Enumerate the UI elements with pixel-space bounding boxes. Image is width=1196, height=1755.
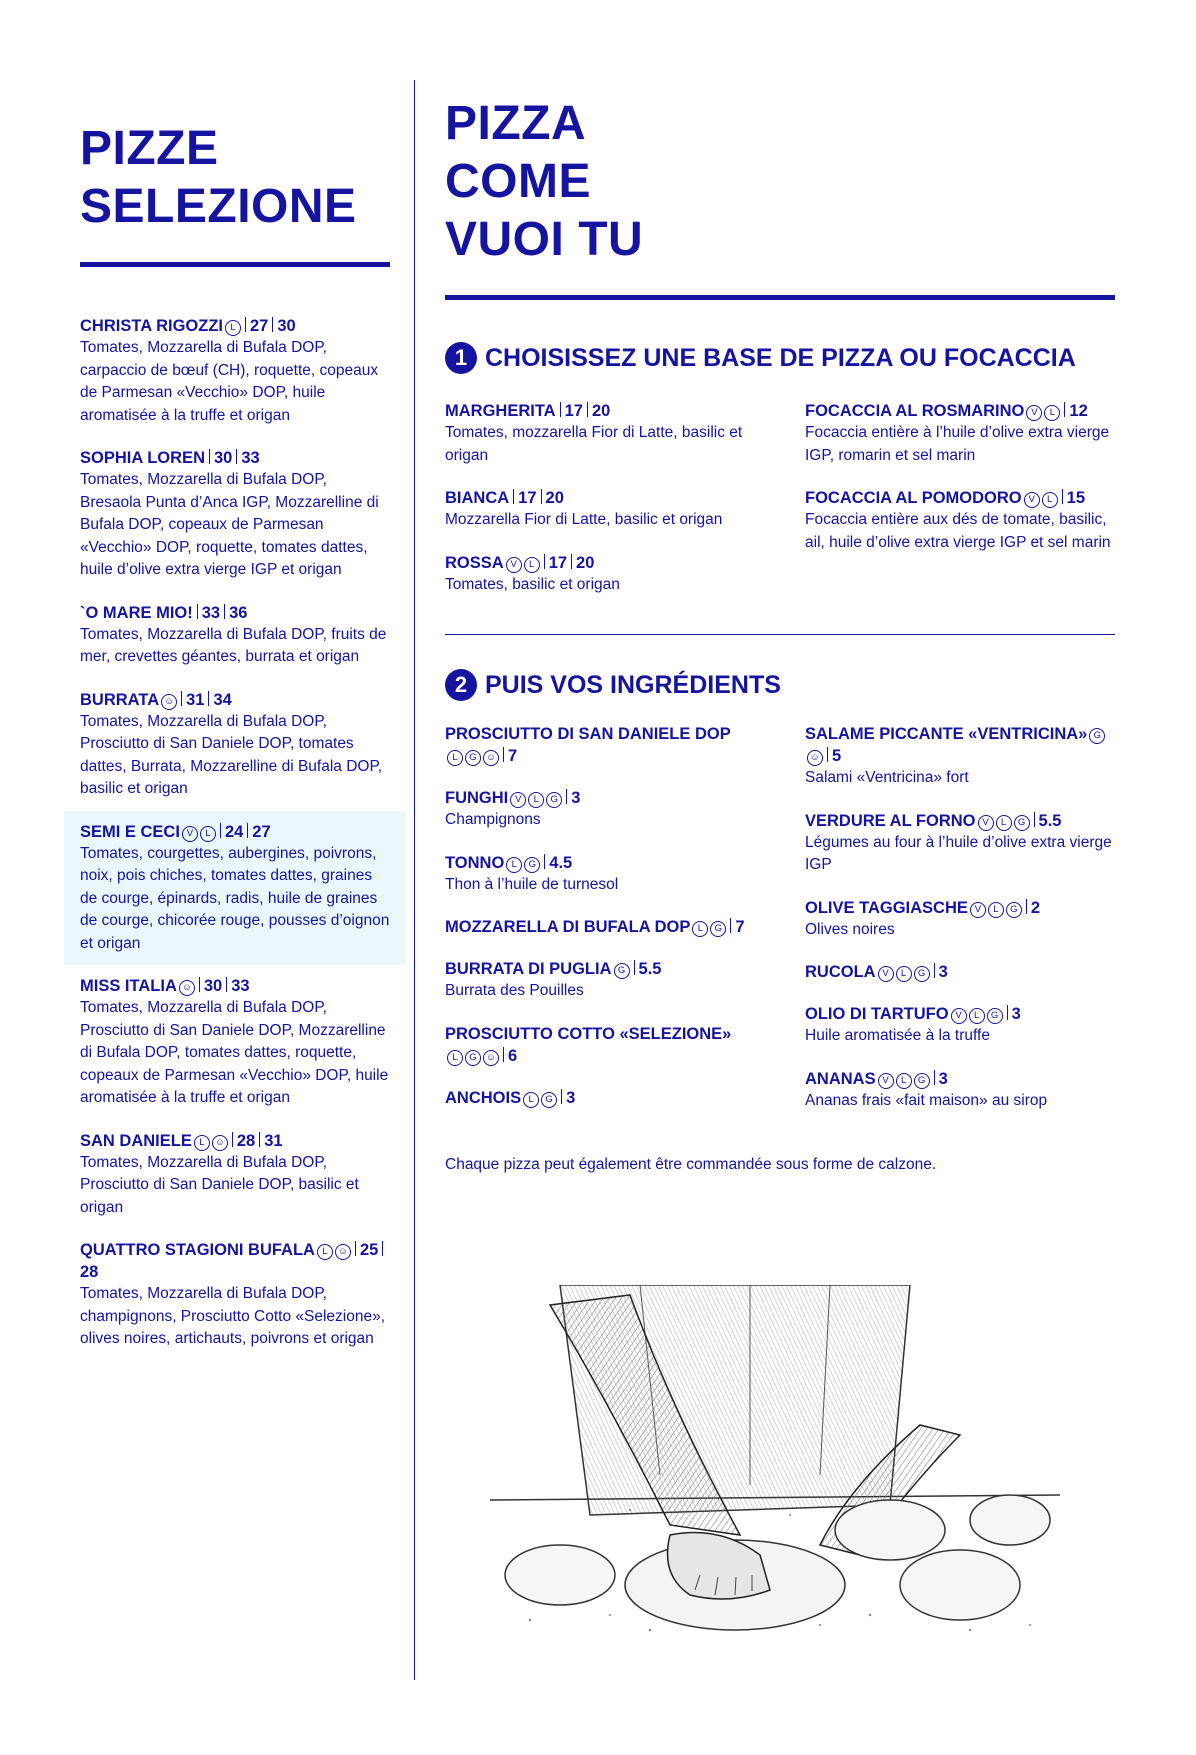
menu-item-name: QUATTRO STAGIONI BUFALA (80, 1241, 315, 1259)
step1-col2 (805, 400, 1115, 616)
price-separator (561, 1089, 562, 1104)
menu-item-name: RUCOLA (805, 963, 876, 981)
lactose-free-icon: L (1044, 405, 1060, 421)
price-separator (1026, 899, 1027, 914)
menu-item-name: BURRATA (80, 690, 160, 709)
price-separator (730, 918, 731, 933)
menu-item-name: FUNGHI (445, 789, 509, 807)
menu-item (80, 975, 390, 1110)
price-separator (1062, 489, 1063, 504)
menu-item-name-line (805, 487, 1115, 509)
menu-item (805, 1068, 1115, 1113)
price-separator (208, 691, 209, 706)
price-separator (382, 1241, 383, 1256)
step-divider (445, 634, 1115, 635)
vegan-icon: V (951, 1008, 967, 1024)
price-separator (541, 489, 542, 504)
menu-item-name: SEMI E CECI (80, 822, 180, 841)
menu-item (445, 487, 745, 532)
menu-item-price: 17 (518, 489, 537, 507)
menu-item-price: 3 (938, 1069, 948, 1088)
lactose-free-icon: L (447, 750, 463, 766)
lactose-free-icon: L (1042, 492, 1058, 508)
step1-title: 1 CHOISISSEZ UNE BASE DE PIZZA OU FOCACCIA (445, 342, 1115, 374)
lactose-free-icon: L (523, 1092, 539, 1108)
menu-item-price: 4.5 (549, 853, 573, 872)
menu-item-price: 31 (186, 690, 205, 709)
calzone-note: Chaque pizza peut également être commandée sous forme de calzone. (445, 1156, 937, 1173)
menu-item-description: Tomates, Mozzarella di Bufala DOP, Prosciutto di San Daniele DOP, Mozzarelline di Bufala DOP, tomates dattes, roquette, copeaux de Parmesan «Vecchio» DOP, huile aromatisée à la truffe et origan (80, 999, 389, 1106)
menu-item (805, 487, 1115, 554)
menu-item (80, 1130, 390, 1220)
menu-item-name: MISS ITALIA (80, 977, 177, 995)
price-separator (503, 1047, 504, 1062)
menu-item-description: Thon à l’huile de turnesol (445, 875, 619, 893)
right-title: PIZZA COME VUOI TU (445, 97, 644, 266)
chef-recommendation-icon: ☺ (335, 1244, 351, 1260)
menu-item-description: Ananas frais «fait maison» au sirop (805, 1091, 1048, 1109)
menu-item (445, 552, 745, 597)
lactose-free-icon: L (317, 1244, 333, 1260)
menu-item-price: 2 (1030, 898, 1041, 917)
menu-item-price: 3 (566, 1088, 576, 1107)
menu-item-name-line (805, 810, 1115, 832)
menu-item-description: Tomates, Mozzarella di Bufala DOP, carpaccio de bœuf (CH), roquette, copeaux de Parmesan «Vecchio» DOP, huile aromatisée à la truffe et origan (80, 339, 379, 424)
menu-item-name-line (445, 958, 745, 980)
menu-item-name: FOCACCIA AL POMODORO (805, 489, 1022, 507)
menu-item-price: 3 (1011, 1005, 1021, 1023)
vegan-icon: V (1024, 492, 1040, 508)
menu-item-description: Huile aromatisée à la truffe (805, 1027, 990, 1044)
left-title: PIZZE SELEZIONE (80, 122, 357, 233)
price-separator (197, 604, 198, 619)
menu-item-price: 33 (241, 449, 260, 467)
gluten-free-icon: G (614, 963, 630, 979)
menu-item-name: CHRISTA RIGOZZI (80, 317, 223, 335)
menu-item-price: 33 (231, 977, 250, 995)
menu-item-name-line (805, 400, 1115, 422)
step2-col1 (445, 723, 745, 1132)
menu-item-name: ROSSA (445, 553, 504, 572)
menu-item (805, 400, 1115, 467)
lactose-free-icon: L (225, 320, 241, 336)
right-title-rule (445, 295, 1115, 300)
menu-item-name: PROSCIUTTO COTTO «SELEZIONE» (445, 1024, 732, 1043)
menu-item-description: Tomates, Mozzarella di Bufala DOP, Prosciutto di San Daniele DOP, basilic et origan (80, 1153, 359, 1216)
menu-item-name-line (445, 487, 745, 509)
price-separator (355, 1241, 356, 1256)
menu-item (445, 958, 745, 1003)
menu-item-name-line (805, 1003, 1115, 1025)
menu-item (445, 852, 745, 897)
menu-item-name: OLIVE TAGGIASCHE (805, 898, 968, 917)
step2-title: 2 PUIS VOS INGRÉDIENTS (445, 669, 1115, 701)
dough-ball-left (505, 1545, 615, 1605)
menu-item-price: 31 (264, 1131, 283, 1150)
lactose-free-icon: L (506, 857, 522, 873)
price-separator (247, 823, 248, 838)
chef-recommendation-icon: ☺ (161, 694, 177, 710)
price-separator (199, 977, 200, 992)
menu-item-name: MARGHERITA (445, 402, 556, 420)
menu-item-description: Burrata des Pouilles (445, 982, 584, 999)
menu-item-price: 12 (1069, 402, 1088, 420)
menu-item-price: 27 (250, 317, 269, 335)
price-separator (226, 977, 227, 992)
menu-item-description: Tomates, Mozzarella di Bufala DOP, champignons, Prosciutto Cotto «Selezione», olives noires, artichauts, poivrons et origan (80, 1285, 386, 1347)
menu-item-name-line (445, 1023, 745, 1067)
menu-item-name-line (80, 975, 390, 997)
menu-item-price: 24 (224, 822, 244, 841)
price-separator (544, 554, 545, 569)
menu-item-name: ANCHOIS (445, 1088, 522, 1107)
menu-item-description: Tomates, basilic et origan (445, 575, 620, 593)
price-separator (272, 317, 273, 332)
price-separator (513, 489, 514, 504)
price-separator (220, 823, 221, 838)
chef-recommendation-icon: ☺ (212, 1135, 228, 1151)
menu-item-price: 7 (508, 747, 518, 765)
menu-item-name-line (805, 897, 1115, 919)
price-separator (587, 402, 588, 417)
lactose-free-icon: L (996, 815, 1012, 831)
left-title-rule (80, 262, 390, 267)
menu-item-description: Mozzarella Fior di Latte, basilic et origan (445, 511, 723, 528)
menu-item (80, 315, 390, 427)
price-separator (827, 747, 828, 762)
menu-item-price: 20 (591, 402, 611, 420)
chef-recommendation-icon: ☺ (483, 750, 499, 766)
price-separator (1034, 812, 1035, 827)
menu-item (80, 1239, 390, 1351)
menu-item-price: 27 (252, 822, 271, 841)
gluten-free-icon: G (546, 792, 562, 808)
dough-ball-back (835, 1500, 945, 1560)
chef-recommendation-icon: ☺ (179, 980, 195, 996)
menu-item-name-line (445, 1087, 745, 1109)
menu-item-name-line (445, 787, 745, 809)
lactose-free-icon: L (447, 1050, 463, 1066)
menu-item-price: 30 (277, 317, 296, 335)
menu-item-price: 36 (229, 603, 248, 622)
menu-item-price: 7 (735, 918, 745, 936)
price-separator (634, 960, 635, 975)
vegan-icon: V (978, 815, 994, 831)
menu-item-name-line (80, 1130, 390, 1152)
menu-item (64, 811, 406, 966)
price-separator (224, 604, 225, 619)
menu-item-description: Légumes au four à l’huile d’olive extra vierge IGP (805, 833, 1112, 873)
menu-item-price: 17 (564, 402, 583, 420)
menu-item-name-line (80, 1239, 390, 1283)
gluten-free-icon: G (987, 1008, 1003, 1024)
menu-item-name: ANANAS (805, 1069, 876, 1088)
menu-item-price: 33 (201, 603, 221, 622)
menu-item-description: Focaccia entière aux dés de tomate, basilic, ail, huile d’olive extra vierge IGP et sel marin (805, 511, 1111, 551)
menu-item-description: Tomates, courgettes, aubergines, poivrons, noix, pois chiches, tomates dattes, graines de courge, épinards, radis, huile de graines de courge, chicorée rouge, pousses d’oignon et origan (80, 844, 390, 952)
menu-item-name-line (445, 723, 745, 767)
menu-item (445, 723, 745, 767)
menu-item-price: 30 (203, 977, 223, 995)
price-separator (1064, 402, 1065, 417)
menu-item-price: 20 (545, 489, 564, 507)
menu-item-description: Champignons (445, 811, 541, 828)
menu-item-description: Tomates, Mozzarella di Bufala DOP, fruits de mer, crevettes géantes, burrata et origan (80, 625, 387, 665)
gluten-free-icon: G (465, 1050, 481, 1066)
step1-number: 1 (445, 342, 477, 374)
gluten-free-icon: G (1014, 815, 1030, 831)
menu-item-name-line (80, 447, 390, 469)
menu-item-price: 28 (236, 1131, 256, 1150)
menu-item-name-line (445, 852, 745, 874)
menu-item-name: FOCACCIA AL ROSMARINO (805, 402, 1025, 420)
menu-item-description: Focaccia entière à l’huile d’olive extra vierge IGP, romarin et sel marin (805, 424, 1110, 464)
menu-item-name: MOZZARELLA DI BUFALA DOP (445, 918, 691, 936)
gluten-free-icon: G (465, 750, 481, 766)
chef-recommendation-icon: ☺ (483, 1050, 499, 1066)
menu-item-price: 28 (80, 1263, 99, 1281)
price-separator (245, 317, 246, 332)
price-separator (566, 789, 567, 804)
menu-item-price: 3 (938, 963, 948, 981)
price-separator (571, 554, 572, 569)
menu-item-price: 5 (832, 747, 842, 765)
menu-item (805, 897, 1115, 942)
menu-item-price: 5.5 (638, 960, 662, 978)
menu-item-name: `O MARE MIO! (80, 603, 193, 622)
vegan-icon: V (1026, 405, 1042, 421)
vegan-icon: V (878, 966, 894, 982)
price-separator (232, 1132, 233, 1147)
menu-item-name: PROSCIUTTO DI SAN DANIELE DOP (445, 725, 731, 743)
selezione-list (80, 315, 390, 1351)
gluten-free-icon: G (710, 921, 726, 937)
lactose-free-icon: L (969, 1008, 985, 1024)
menu-item-price: 20 (576, 553, 595, 572)
lactose-free-icon: L (194, 1135, 210, 1151)
pizza-come-vuoi-tu-column (445, 95, 1115, 1176)
menu-item (445, 1023, 745, 1067)
dough-ball-far (970, 1495, 1050, 1545)
menu-item-name-line (805, 1068, 1115, 1090)
menu-item-name-line (445, 552, 745, 574)
step2-grid (445, 723, 1115, 1132)
menu-item-name: SOPHIA LOREN (80, 449, 205, 467)
menu-item-price: 34 (213, 690, 232, 709)
menu-item-name-line (805, 723, 1115, 767)
vegan-icon: V (878, 1073, 894, 1089)
price-separator (181, 691, 182, 706)
menu-item-name: VERDURE AL FORNO (805, 811, 976, 830)
menu-item (445, 1087, 745, 1109)
menu-item (805, 723, 1115, 790)
gluten-free-icon: G (1089, 728, 1105, 744)
price-separator (934, 963, 935, 978)
chef-recommendation-icon: ☺ (807, 750, 823, 766)
gluten-free-icon: G (541, 1092, 557, 1108)
price-separator (259, 1132, 260, 1147)
menu-item-name: TONNO (445, 853, 505, 872)
menu-item-description: Tomates, Mozzarella di Bufala DOP, Bresaola Punta d’Anca IGP, Mozzarelline di Bufala DOP, copeaux de Parmesan «Vecchio» DOP, roquette, tomates dattes, huile d’olive extra vierge IGP et origan (80, 471, 379, 578)
price-separator (209, 449, 210, 464)
menu-item-description: Olives noires (805, 920, 895, 938)
menu-item (80, 602, 390, 669)
gluten-free-icon: G (1006, 902, 1022, 918)
menu-item-name: BURRATA DI PUGLIA (445, 960, 612, 978)
column-divider (414, 80, 415, 1680)
menu-item-price: 5.5 (1038, 811, 1062, 830)
menu-item-name-line (445, 916, 745, 938)
price-separator (236, 449, 237, 464)
price-separator (503, 747, 504, 762)
menu-item-name-line (80, 315, 390, 337)
menu-item-description: Tomates, mozzarella Fior di Latte, basilic et origan (445, 424, 743, 464)
dough-ball-right (900, 1550, 1020, 1620)
menu-item (805, 961, 1115, 983)
menu-item-name-line (805, 961, 1115, 983)
menu-item-name-line (445, 400, 745, 422)
lactose-free-icon: L (988, 902, 1004, 918)
gluten-free-icon: G (914, 1073, 930, 1089)
lactose-free-icon: L (200, 826, 216, 842)
menu-item-price: 17 (548, 553, 568, 572)
menu-item-name: OLIO DI TARTUFO (805, 1005, 949, 1023)
vegan-icon: V (182, 826, 198, 842)
menu-item-name-line (80, 821, 390, 843)
vegan-icon: V (970, 902, 986, 918)
price-separator (934, 1070, 935, 1085)
lactose-free-icon: L (896, 1073, 912, 1089)
gluten-free-icon: G (524, 857, 540, 873)
vegan-icon: V (510, 792, 526, 808)
price-separator (544, 854, 545, 869)
menu-item (805, 1003, 1115, 1048)
menu-item-name-line (80, 689, 390, 711)
step1-col1 (445, 400, 745, 616)
menu-item-name: BIANCA (445, 489, 510, 507)
menu-item (445, 787, 745, 832)
step2-number: 2 (445, 669, 477, 701)
price-separator (1007, 1005, 1008, 1020)
menu-item-description: Tomates, Mozzarella di Bufala DOP, Prosciutto di San Daniele DOP, tomates dattes, Burrata, Mozzarelline di Bufala DOP, basilic et origan (80, 712, 383, 797)
menu-item-price: 30 (213, 449, 233, 467)
menu-item-price: 6 (508, 1046, 518, 1065)
menu-item-description: Salami «Ventricina» fort (805, 769, 969, 786)
pizze-selezione-column (80, 120, 390, 1371)
price-separator (560, 402, 561, 417)
lactose-free-icon: L (524, 557, 540, 573)
menu-item-name: SAN DANIELE (80, 1131, 192, 1150)
dough-illustration (490, 1285, 1060, 1645)
menu-item-name: SALAME PICCANTE «VENTRICINA» (805, 725, 1088, 743)
menu-item (445, 916, 745, 938)
menu-item-price: 25 (359, 1241, 379, 1259)
menu-item-name-line (80, 602, 390, 624)
menu-item (80, 447, 390, 582)
step2-col2 (805, 723, 1115, 1132)
menu-item-price: 15 (1066, 489, 1085, 507)
vegan-icon: V (506, 557, 522, 573)
lactose-free-icon: L (896, 966, 912, 982)
step1-grid (445, 400, 1115, 616)
menu-item (445, 400, 745, 467)
menu-item-price: 3 (571, 789, 581, 807)
lactose-free-icon: L (528, 792, 544, 808)
gluten-free-icon: G (914, 966, 930, 982)
lactose-free-icon: L (692, 921, 708, 937)
menu-item (80, 689, 390, 801)
menu-item (805, 810, 1115, 877)
